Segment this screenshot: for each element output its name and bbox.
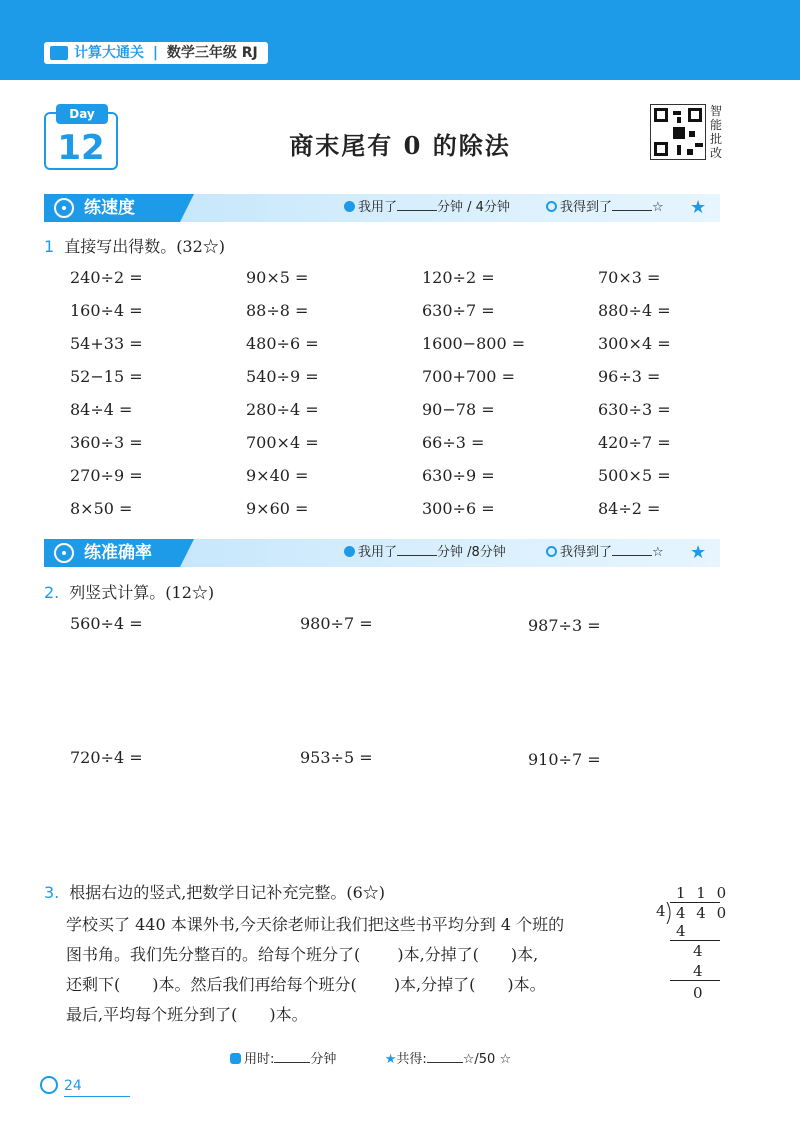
check-icon	[546, 201, 557, 212]
problem: 84÷4 =	[70, 400, 133, 419]
problem: 270÷9 =	[70, 466, 143, 485]
problem: 700×4 =	[246, 433, 319, 452]
score-blank[interactable]	[612, 197, 652, 211]
star-icon: ★	[384, 1052, 397, 1067]
problem: 9×40 =	[246, 466, 309, 485]
division-bar	[670, 902, 720, 903]
drop-icon	[344, 546, 355, 557]
diary-line: 学校买了 440 本课外书,今天徐老师让我们把这些书平均分到 4 个班的	[66, 915, 565, 934]
problem: 953÷5 =	[300, 748, 373, 767]
problem: 630÷3 =	[598, 400, 671, 419]
day-label: Day	[56, 104, 108, 124]
stopwatch-icon	[54, 198, 74, 218]
time-used: 我用了 分钟 / 4分钟	[344, 194, 510, 222]
target-icon	[54, 543, 74, 563]
problem: 700+700 =	[422, 367, 515, 386]
long-division	[656, 884, 730, 1006]
problem: 84÷2 =	[598, 499, 661, 518]
stars-icon: ★	[690, 197, 707, 218]
score-blank[interactable]	[612, 542, 652, 556]
problem: 90×5 =	[246, 268, 309, 287]
problem: 240÷2 =	[70, 268, 143, 287]
problem: 630÷9 =	[422, 466, 495, 485]
section-speed-bar	[44, 194, 720, 222]
problem: 630÷7 =	[422, 301, 495, 320]
day-number: 12	[57, 128, 105, 168]
series-subject: 数学三年级 RJ	[166, 45, 258, 61]
problem: 8×50 =	[70, 499, 133, 518]
series-separator: |	[152, 45, 158, 61]
section-speed-title: 练速度	[44, 194, 180, 222]
page-title: 商末尾有 0 的除法	[289, 131, 511, 160]
time-blank[interactable]	[397, 197, 437, 211]
step-3: 4	[693, 962, 706, 980]
qr-caption: 智 能 批 改	[710, 104, 723, 160]
step-line	[670, 940, 720, 941]
book-icon	[50, 46, 68, 60]
drop-icon	[344, 201, 355, 212]
day-badge	[44, 107, 118, 170]
problem: 300×4 =	[598, 334, 671, 353]
problem: 160÷4 =	[70, 301, 143, 320]
problem: 96÷3 =	[598, 367, 661, 386]
problem: 88÷8 =	[246, 301, 309, 320]
problem: 980÷7 =	[300, 614, 373, 633]
problem: 480÷6 =	[246, 334, 319, 353]
check-icon	[546, 546, 557, 557]
step-line	[670, 980, 720, 981]
total-time-blank[interactable]	[274, 1049, 310, 1063]
series-name: 计算大通关	[74, 45, 144, 61]
problem: 70×3 =	[598, 268, 661, 287]
score-earned: 我得到了 ☆	[546, 539, 664, 567]
diary-line: 图书角。我们先分整百的。给每个班分了( )本,分掉了( )本,	[66, 945, 539, 964]
diary-line: 还剩下( )本。然后我们再给每个班分( )本,分掉了( )本。	[66, 975, 546, 994]
problem: 54+33 =	[70, 334, 143, 353]
problem: 120÷2 =	[422, 268, 495, 287]
quotient: 1 1 0	[676, 884, 730, 902]
score-earned: 我得到了 ☆	[546, 194, 664, 222]
step-2: 4	[693, 942, 706, 960]
top-banner	[0, 0, 800, 80]
problem: 540÷9 =	[246, 367, 319, 386]
page-number: 24	[40, 1076, 82, 1094]
problem: 9×60 =	[246, 499, 309, 518]
total-score-blank[interactable]	[427, 1049, 463, 1063]
problem: 910÷7 =	[528, 750, 601, 769]
problem: 90−78 =	[422, 400, 495, 419]
problem: 500×5 =	[598, 466, 671, 485]
problem: 1600−800 =	[422, 334, 526, 353]
question-3-title: 3. 根据右边的竖式,把数学日记补充完整。(6☆)	[44, 883, 386, 902]
clock-icon	[230, 1053, 241, 1064]
problem: 280÷4 =	[246, 400, 319, 419]
series-tag	[44, 42, 268, 64]
section-accuracy-bar	[44, 539, 720, 567]
problem: 560÷4 =	[70, 614, 143, 633]
time-blank[interactable]	[397, 542, 437, 556]
problem: 52−15 =	[70, 367, 143, 386]
problem: 987÷3 =	[528, 616, 601, 635]
divisor: 4	[656, 902, 669, 920]
footer-summary: 用时: 分钟 ★共得: ☆/50 ☆	[230, 1048, 511, 1067]
section-accuracy-title: 练准确率	[44, 539, 180, 567]
problem: 300÷6 =	[422, 499, 495, 518]
problem: 66÷3 =	[422, 433, 485, 452]
problem: 420÷7 =	[598, 433, 671, 452]
diary-line: 最后,平均每个班分到了( )本。	[66, 1005, 308, 1024]
sun-icon	[40, 1076, 58, 1094]
dividend: 4 4 0	[676, 904, 730, 922]
division-bracket	[666, 902, 674, 924]
stars-icon: ★	[690, 542, 707, 563]
math-diary-text	[66, 910, 666, 1030]
time-used: 我用了 分钟 /8分钟	[344, 539, 506, 567]
step-1: 4	[676, 922, 689, 940]
problem: 880÷4 =	[598, 301, 671, 320]
problem: 720÷4 =	[70, 748, 143, 767]
question-2-title: 2. 列竖式计算。(12☆)	[44, 583, 215, 602]
qr-code-icon[interactable]	[650, 104, 706, 160]
question-1-title: 1 直接写出得数。(32☆)	[44, 237, 226, 256]
remainder: 0	[693, 984, 706, 1002]
problem: 360÷3 =	[70, 433, 143, 452]
